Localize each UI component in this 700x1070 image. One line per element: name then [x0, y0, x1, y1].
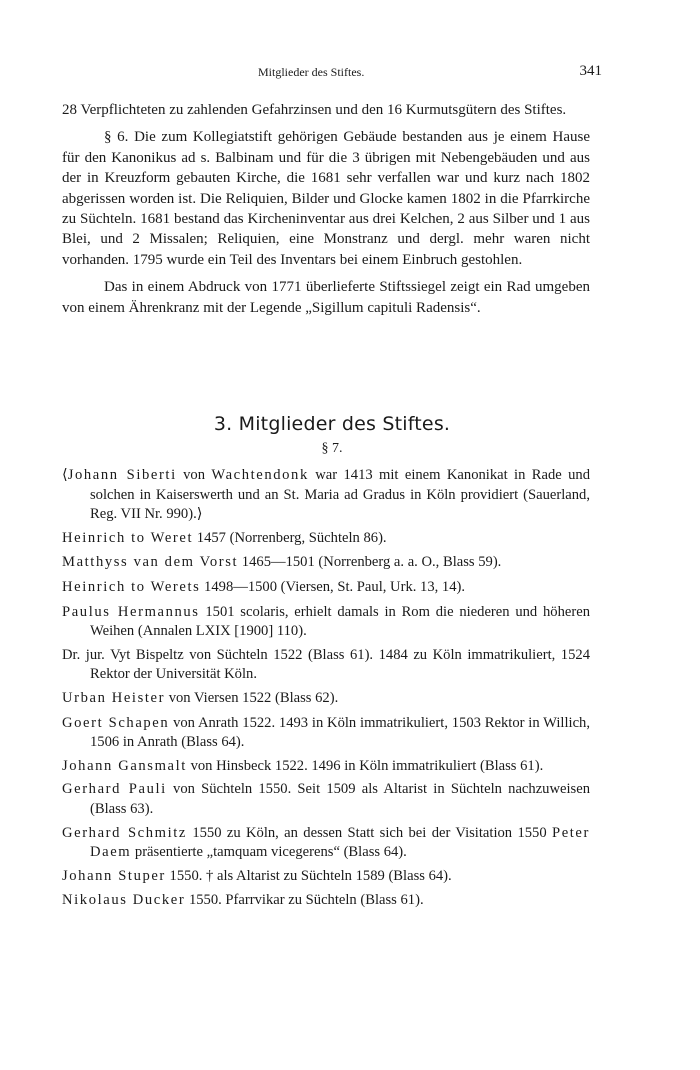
member-origin: Wachtendonk [211, 467, 309, 483]
member-name: Heinrich to Weret [62, 529, 194, 546]
member-name: Johann Siberti [67, 467, 177, 483]
member-entry [62, 466, 590, 525]
page-header [62, 63, 602, 83]
member-name: Heinrich to Werets [62, 578, 201, 595]
member-details: war 1413 mit einem Kanonikat in Rade und solchen in Kaiserswerth und an St. Maria ad Gradus in Köln providiert (Sauerland, Reg. VII Nr. 990).⟩ [90, 467, 591, 523]
member-name: Goert Schapen [62, 714, 170, 731]
member-entry [62, 646, 590, 685]
section-title: 3. Mitglieder des Stiftes. [213, 413, 451, 435]
page-number: 341 [579, 63, 602, 79]
running-title: Mitglieder des Stiftes. [258, 65, 365, 79]
member-details: von Süchteln 1550. Seit 1509 als Altarist in Süchteln nachzuweisen (Blass 63). [90, 781, 590, 817]
paragraph-buildings: § 6. Die zum Kollegiatstift gehörigen Gebäude bestanden aus je einem Hause für den Kanonikus ad s. Balbinam und für die 3 übrigen mit Nebengebäuden und aus der in Kreuzform gebauten Kirche, die 1681 sehr verfallen war und kurz nach 1802 abgerissen worden ist. Die Reliquien, Bilder und Glocke kamen 1802 in die Pfarrkirche zu Süchteln. 1681 bestand das Kircheninventar aus drei Kelchen, 2 aus Silber und 1 aus Blei, und 2 Missalen; Reliquien, eine Monstranz und dergl. mehr waren nicht vorhanden. 1795 wurde ein Teil des Inventars bei einem Einbruch gestohlen. [62, 129, 590, 268]
member-name: Urban Heister [62, 689, 166, 706]
member-details: von Viersen 1522 (Blass 62). [165, 689, 339, 706]
member-name: Matthyss van dem Vorst [62, 554, 239, 571]
paragraph-seal: Das in einem Abdruck von 1771 überlieferte Stiftssiegel zeigt ein Rad umgeben von einem Ährenkranz mit der Legende „Sigillum capituli Radensis“. [62, 279, 590, 316]
member-connector: von [176, 467, 212, 483]
paragraph-continuation: 28 Verpflichteten zu zahlenden Gefahrzinsen und den 16 Kurmutsgütern des Stiftes. [62, 102, 567, 118]
member-name: Johann Stuper [62, 867, 166, 884]
member-details: von Hinsbeck 1522. 1496 in Köln immatrikuliert (Blass 61). [186, 757, 544, 774]
member-name: Paulus Hermannus [62, 603, 200, 620]
member-details: 1498—1500 (Viersen, St. Paul, Urk. 13, 14). [200, 578, 466, 595]
member-name: Dr. jur. Vyt Bispeltz [62, 646, 184, 663]
member-entry [62, 867, 590, 887]
member-name: Gerhard Schmitz [62, 824, 187, 841]
member-details: von Anrath 1522. 1493 in Köln immatrikuliert, 1503 Rektor in Willich, 1506 in Anrath (Blass 64). [90, 714, 590, 751]
member-entry [62, 780, 590, 819]
member-entry [62, 891, 590, 911]
book-page [62, 0, 602, 1070]
member-name: Johann Gansmalt [62, 757, 187, 774]
member-list [62, 466, 590, 916]
member-details: 1550. † als Altarist zu Süchteln 1589 (Blass 64). [165, 867, 452, 884]
member-entry [62, 529, 590, 549]
bracket-open: ⟨ [62, 467, 68, 483]
section-paragraph-mark: § 7. [321, 441, 343, 456]
member-entry [62, 757, 590, 777]
member-details: 1550 zu Köln, an dessen Statt sich bei der Visitation 1550 [186, 824, 552, 841]
member-details: 1501 scolaris, erhielt damals in Rom die niederen und höheren Weihen (Annalen LXIX [1900] 110). [90, 603, 590, 640]
member-details: 1457 (Norrenberg, Süchteln 86). [193, 529, 387, 546]
member-entry [62, 553, 590, 573]
member-details: 1465—1501 (Norrenberg a. a. O., Blass 59). [238, 554, 502, 571]
body-text [62, 100, 590, 318]
member-entry [62, 603, 590, 642]
member-entry [62, 824, 590, 863]
member-entry [62, 714, 590, 753]
member-name-substitute: Peter Daem [90, 824, 590, 861]
member-details: 1550. Pfarrvikar zu Süchteln (Blass 61). [185, 892, 424, 909]
member-name: Gerhard Pauli [62, 781, 167, 798]
member-details-continued: präsentierte „tamquam vicegerens“ (Blass 64). [131, 844, 407, 861]
member-name: Nikolaus Ducker [62, 892, 186, 909]
member-details: von Süchteln 1522 (Blass 61). 1484 zu Köln immatrikuliert, 1524 Rektor der Universität Köln. [90, 646, 590, 683]
member-entry [62, 689, 590, 709]
member-entry [62, 578, 590, 598]
